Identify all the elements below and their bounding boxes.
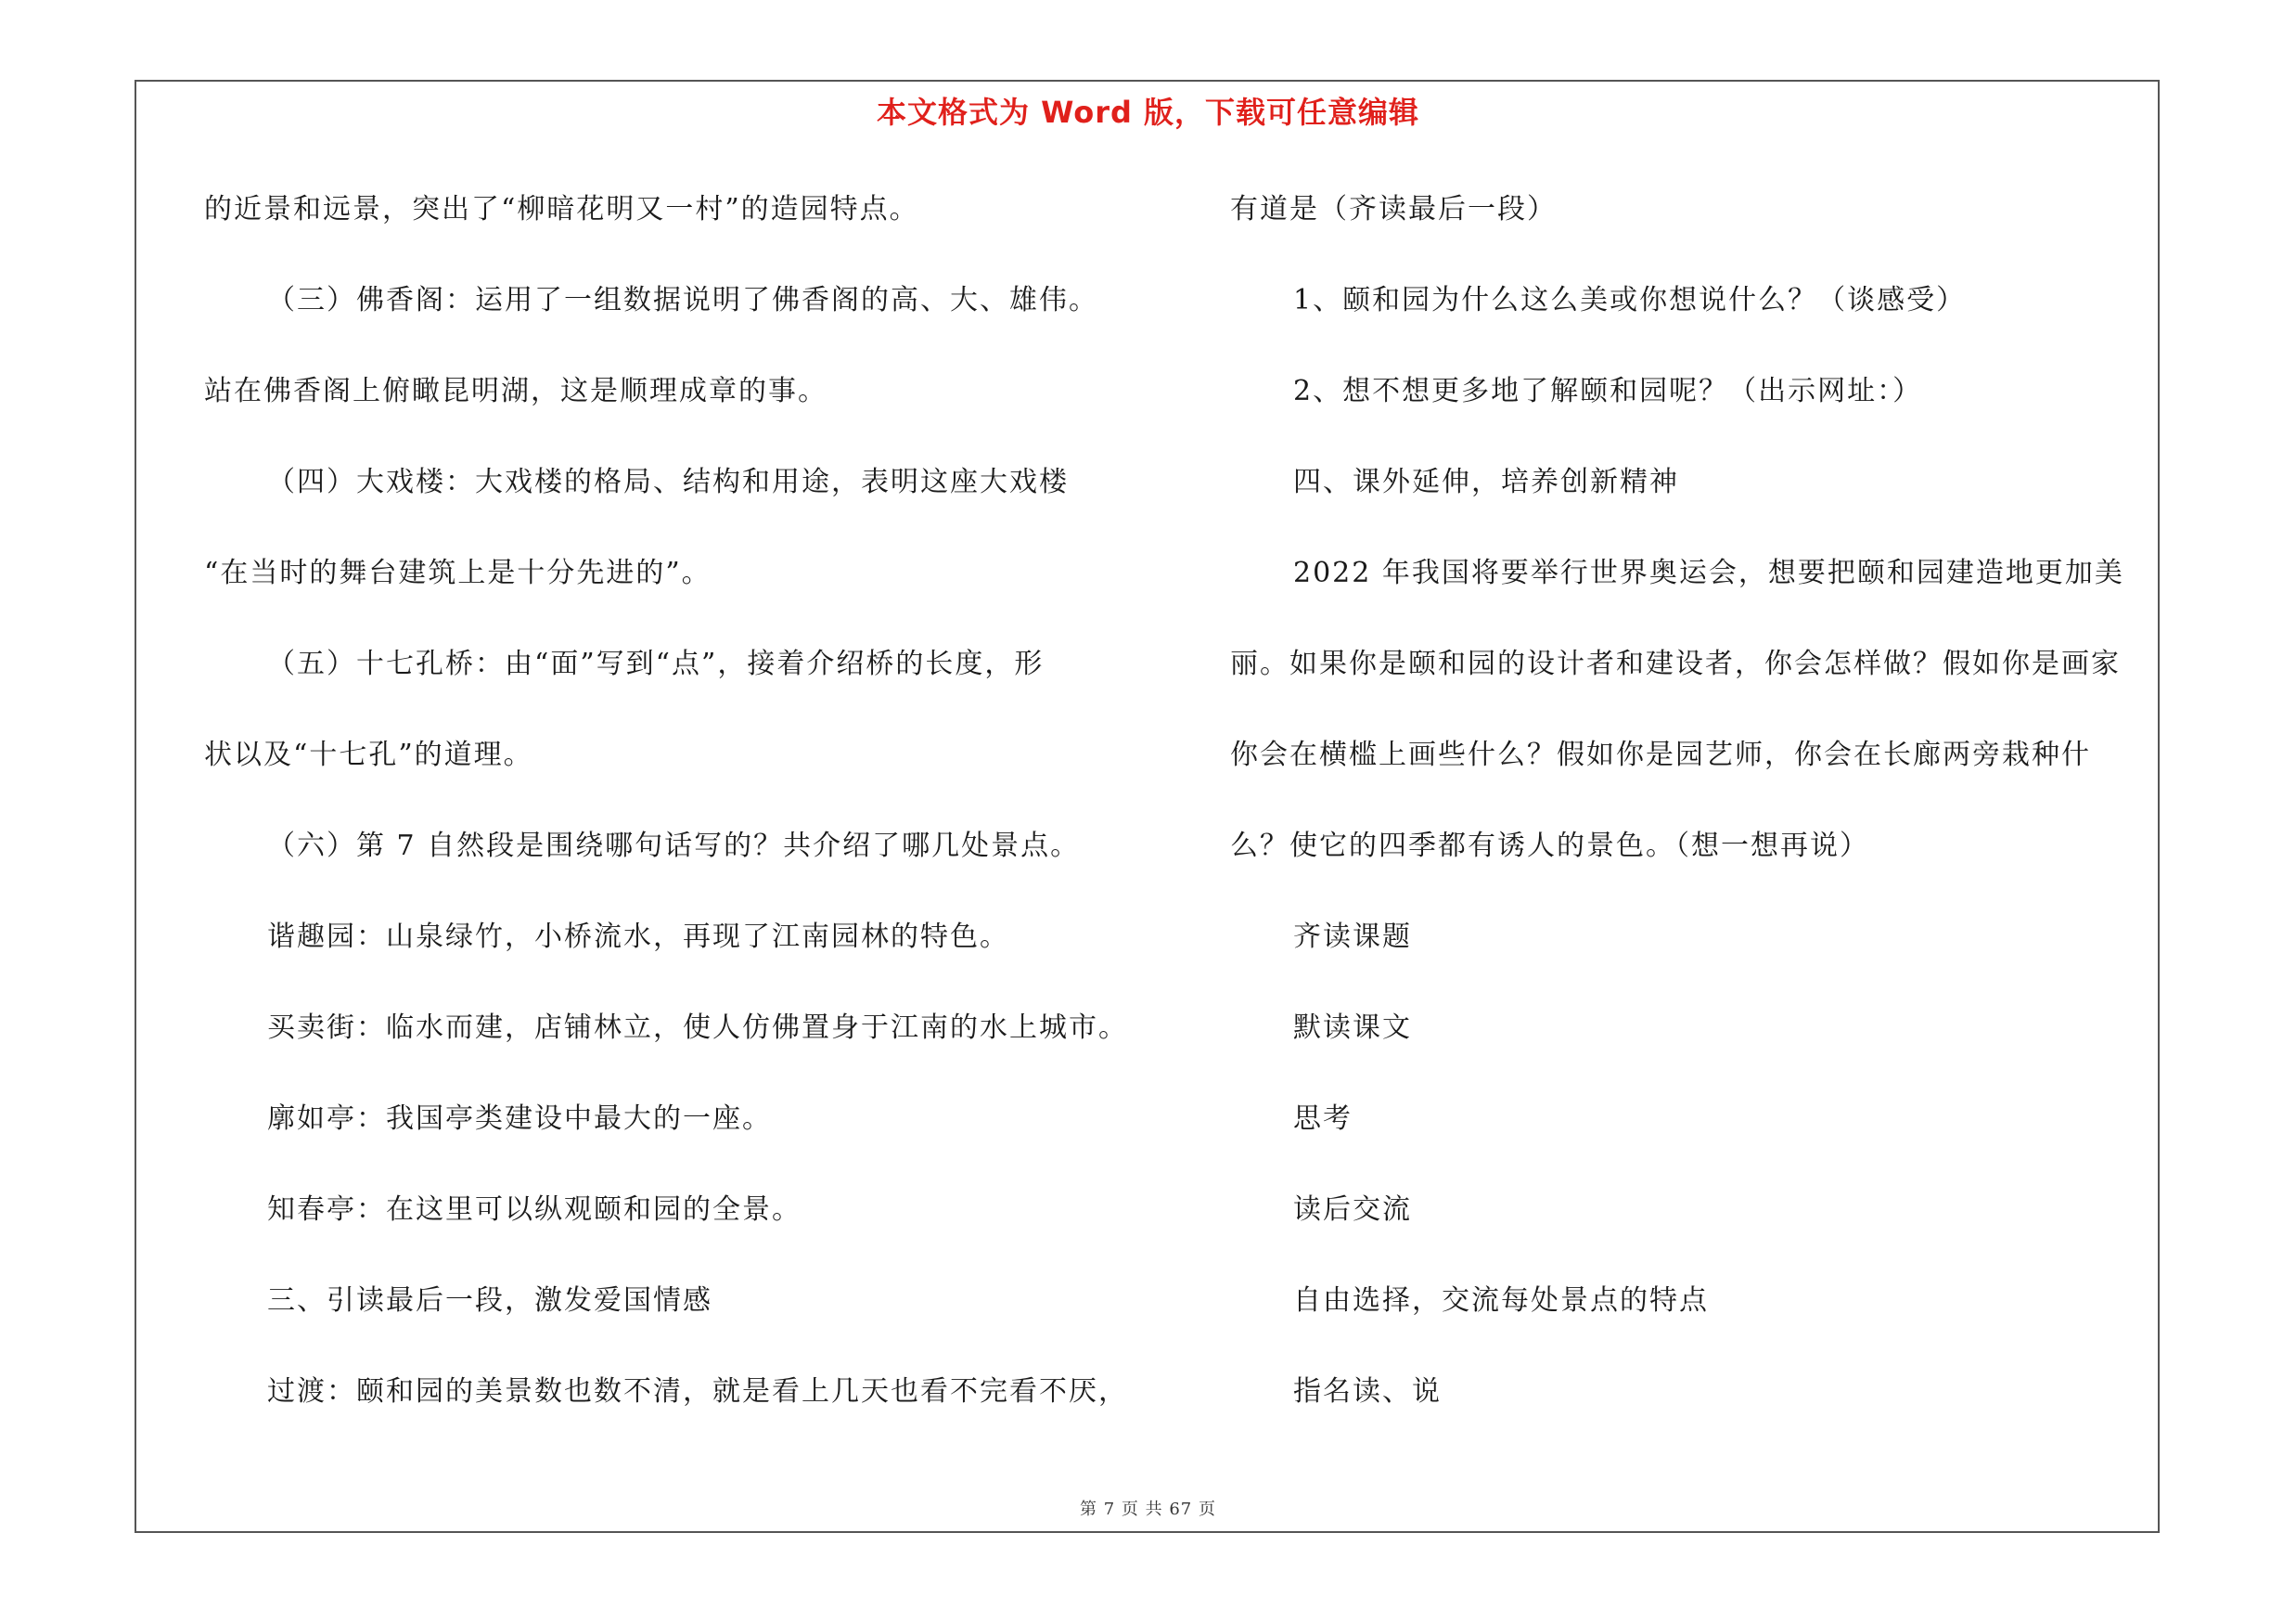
right-line-10: 默读课文 (1293, 1011, 1412, 1044)
page-number-footer: 第 7 页 共 67 页 (1080, 1500, 1216, 1519)
left-line-8: （六）第 7 自然段是围绕哪句话写的？共介绍了哪几处景点。 (267, 830, 1081, 862)
left-line-6: （五）十七孔桥：由“面”写到“点”，接着介绍桥的长度，形 (267, 648, 1045, 680)
right-line-4: 四、课外延伸，培养创新精神 (1293, 466, 1679, 498)
left-line-1: 的近景和远景，突出了“柳暗花明又一村”的造园特点。 (204, 193, 919, 225)
left-line-13: 三、引读最后一段，激发爱国情感 (267, 1284, 712, 1317)
left-line-14: 过渡：颐和园的美景数也数不清，就是看上几天也看不完看不厌， (267, 1375, 1128, 1408)
right-line-8: 么？使它的四季都有诱人的景色。（想一想再说） (1230, 830, 1869, 862)
right-line-1: 有道是（齐读最后一段） (1230, 193, 1557, 225)
left-line-5: “在当时的舞台建筑上是十分先进的”。 (204, 557, 712, 589)
right-line-14: 指名读、说 (1293, 1375, 1442, 1408)
format-banner: 本文格式为 Word 版，下载可任意编辑 (876, 95, 1420, 130)
left-line-10: 买卖街：临水而建，店铺林立，使人仿佛置身于江南的水上城市。 (267, 1011, 1128, 1044)
left-line-11: 廓如亭：我国亭类建设中最大的一座。 (267, 1102, 772, 1135)
right-line-3: 2、想不想更多地了解颐和园呢？（出示网址：） (1293, 375, 1923, 407)
left-line-3: 站在佛香阁上俯瞰昆明湖，这是顺理成章的事。 (204, 375, 827, 407)
right-line-12: 读后交流 (1293, 1193, 1412, 1226)
right-line-9: 齐读课题 (1293, 921, 1412, 953)
left-line-2: （三）佛香阁：运用了一组数据说明了佛香阁的高、大、雄伟。 (267, 284, 1098, 316)
left-line-12: 知春亭：在这里可以纵观颐和园的全景。 (267, 1193, 802, 1226)
right-line-11: 思考 (1293, 1102, 1353, 1135)
left-line-9: 谐趣园：山泉绿竹，小桥流水，再现了江南园林的特色。 (267, 921, 1009, 953)
left-line-4: （四）大戏楼：大戏楼的格局、结构和用途，表明这座大戏楼 (267, 466, 1069, 498)
right-line-5: 2022 年我国将要举行世界奥运会，想要把颐和园建造地更加美 (1293, 557, 2124, 589)
right-line-13: 自由选择，交流每处景点的特点 (1293, 1284, 1709, 1317)
right-line-2: 1、颐和园为什么这么美或你想说什么？（谈感受） (1293, 284, 1967, 316)
right-line-6: 丽。如果你是颐和园的设计者和建设者，你会怎样做？假如你是画家 (1230, 648, 2121, 680)
right-line-7: 你会在横槛上画些什么？假如你是园艺师，你会在长廊两旁栽种什 (1230, 739, 2091, 771)
left-line-7: 状以及“十七孔”的道理。 (204, 739, 533, 771)
